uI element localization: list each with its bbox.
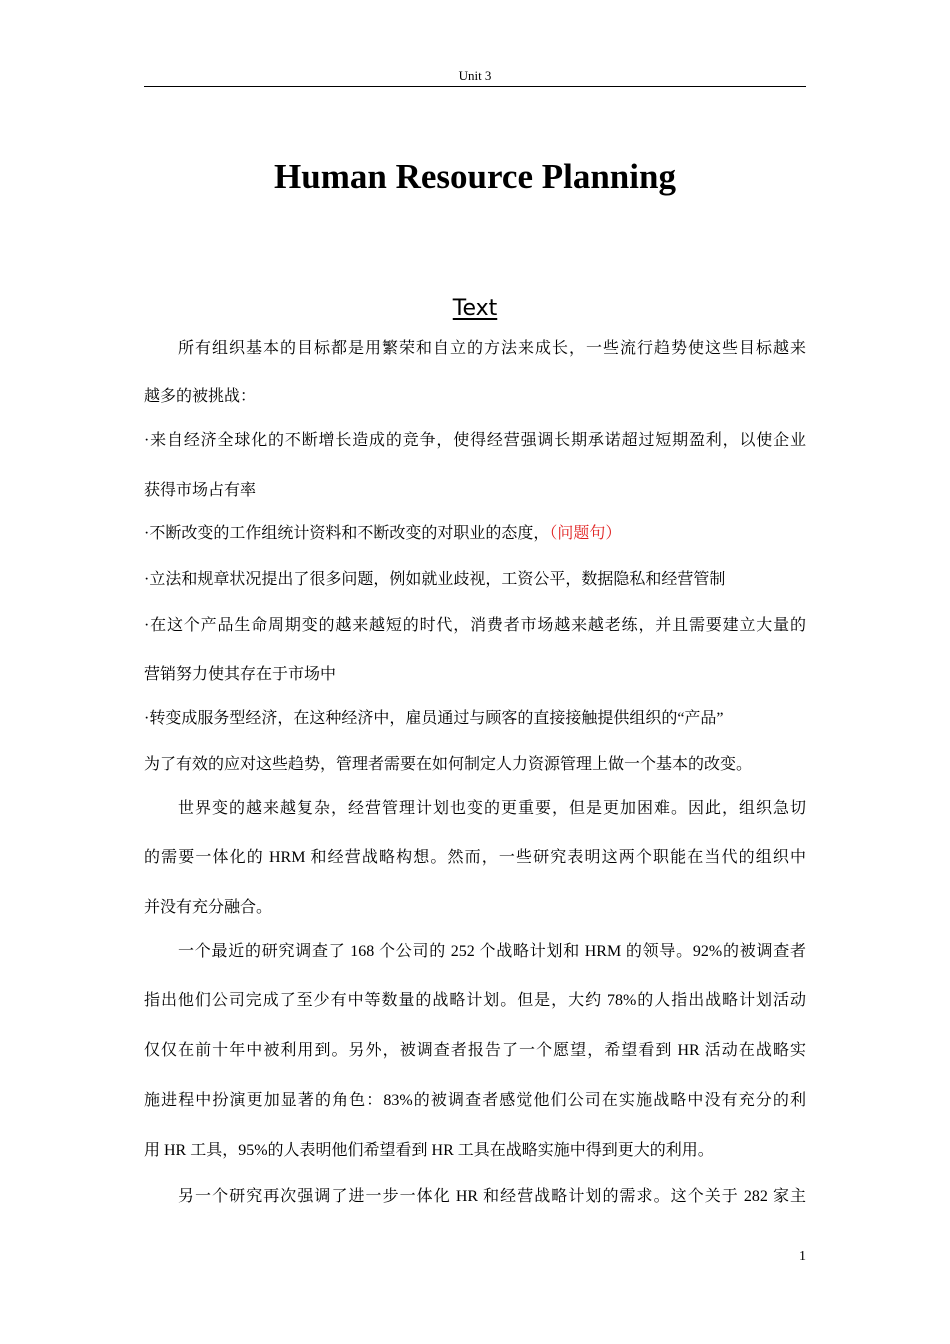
paragraph-line: 施进程中扮演更加显著的角色：83%的被调查者感觉他们公司在实施战略中没有充分的利 <box>144 1092 806 1109</box>
paragraph-line: 用 HR 工具，95%的人表明他们希望看到 HR 工具在战略实施中得到更大的利用。 <box>144 1142 714 1159</box>
bullet-line: ·转变成服务型经济，在这种经济中，雇员通过与顾客的直接接触提供组织的“产品” <box>144 710 724 727</box>
paragraph-line: 世界变的越来越复杂，经营管理计划也变的更重要，但是更加困难。因此，组织急切 <box>178 800 806 817</box>
paragraph-line: 另一个研究再次强调了进一步一体化 HR 和经营战略计划的需求。这个关于 282 家主 <box>178 1188 806 1205</box>
paragraph-line: 为了有效的应对这些趋势，管理者需要在如何制定人力资源管理上做一个基本的改变。 <box>144 756 753 773</box>
bullet-line <box>144 521 806 547</box>
paragraph-line: 并没有充分融合。 <box>144 899 273 916</box>
section-heading: Text <box>452 296 498 321</box>
page-header: Unit 3 <box>458 68 492 83</box>
bullet-line-continuation: 营销努力使其存在于市场中 <box>144 666 337 683</box>
paragraph-line: 所有组织基本的目标都是用繁荣和自立的方法来成长，一些流行趋势使这些目标越来 <box>178 340 806 357</box>
bullet-line: ·在这个产品生命周期变的越来越短的时代，消费者市场越来越老练，并且需要建立大量的 <box>144 617 806 634</box>
question-note: （问题句） <box>549 525 622 542</box>
page-number: 1 <box>799 1249 806 1264</box>
paragraph-line: 仅仅在前十年中被利用到。另外，被调查者报告了一个愿望，希望看到 HR 活动在战略实 <box>144 1042 806 1059</box>
paragraph-line: 的需要一体化的 HRM 和经营战略构想。然而，一些研究表明这两个职能在当代的组织中 <box>144 849 806 866</box>
bullet-line-continuation: 获得市场占有率 <box>144 482 257 499</box>
bullet-line: ·来自经济全球化的不断增长造成的竞争，使得经营强调长期承诺超过短期盈利，以使企业 <box>144 432 806 449</box>
paragraph-line: 指出他们公司完成了至少有中等数量的战略计划。但是，大约 78%的人指出战略计划活动 <box>144 992 806 1009</box>
paragraph-line: 一个最近的研究调查了 168 个公司的 252 个战略计划和 HRM 的领导。92%的被调查者 <box>178 943 806 960</box>
header-rule <box>144 86 806 87</box>
bullet-line: ·立法和规章状况提出了很多问题，例如就业歧视，工资公平，数据隐私和经营管制 <box>144 571 726 588</box>
paragraph-line: 越多的被挑战： <box>144 388 257 405</box>
document-title: Human Resource Planning <box>274 157 676 196</box>
bullet-text: ·不断改变的工作组统计资料和不断改变的对职业的态度， <box>144 525 550 542</box>
